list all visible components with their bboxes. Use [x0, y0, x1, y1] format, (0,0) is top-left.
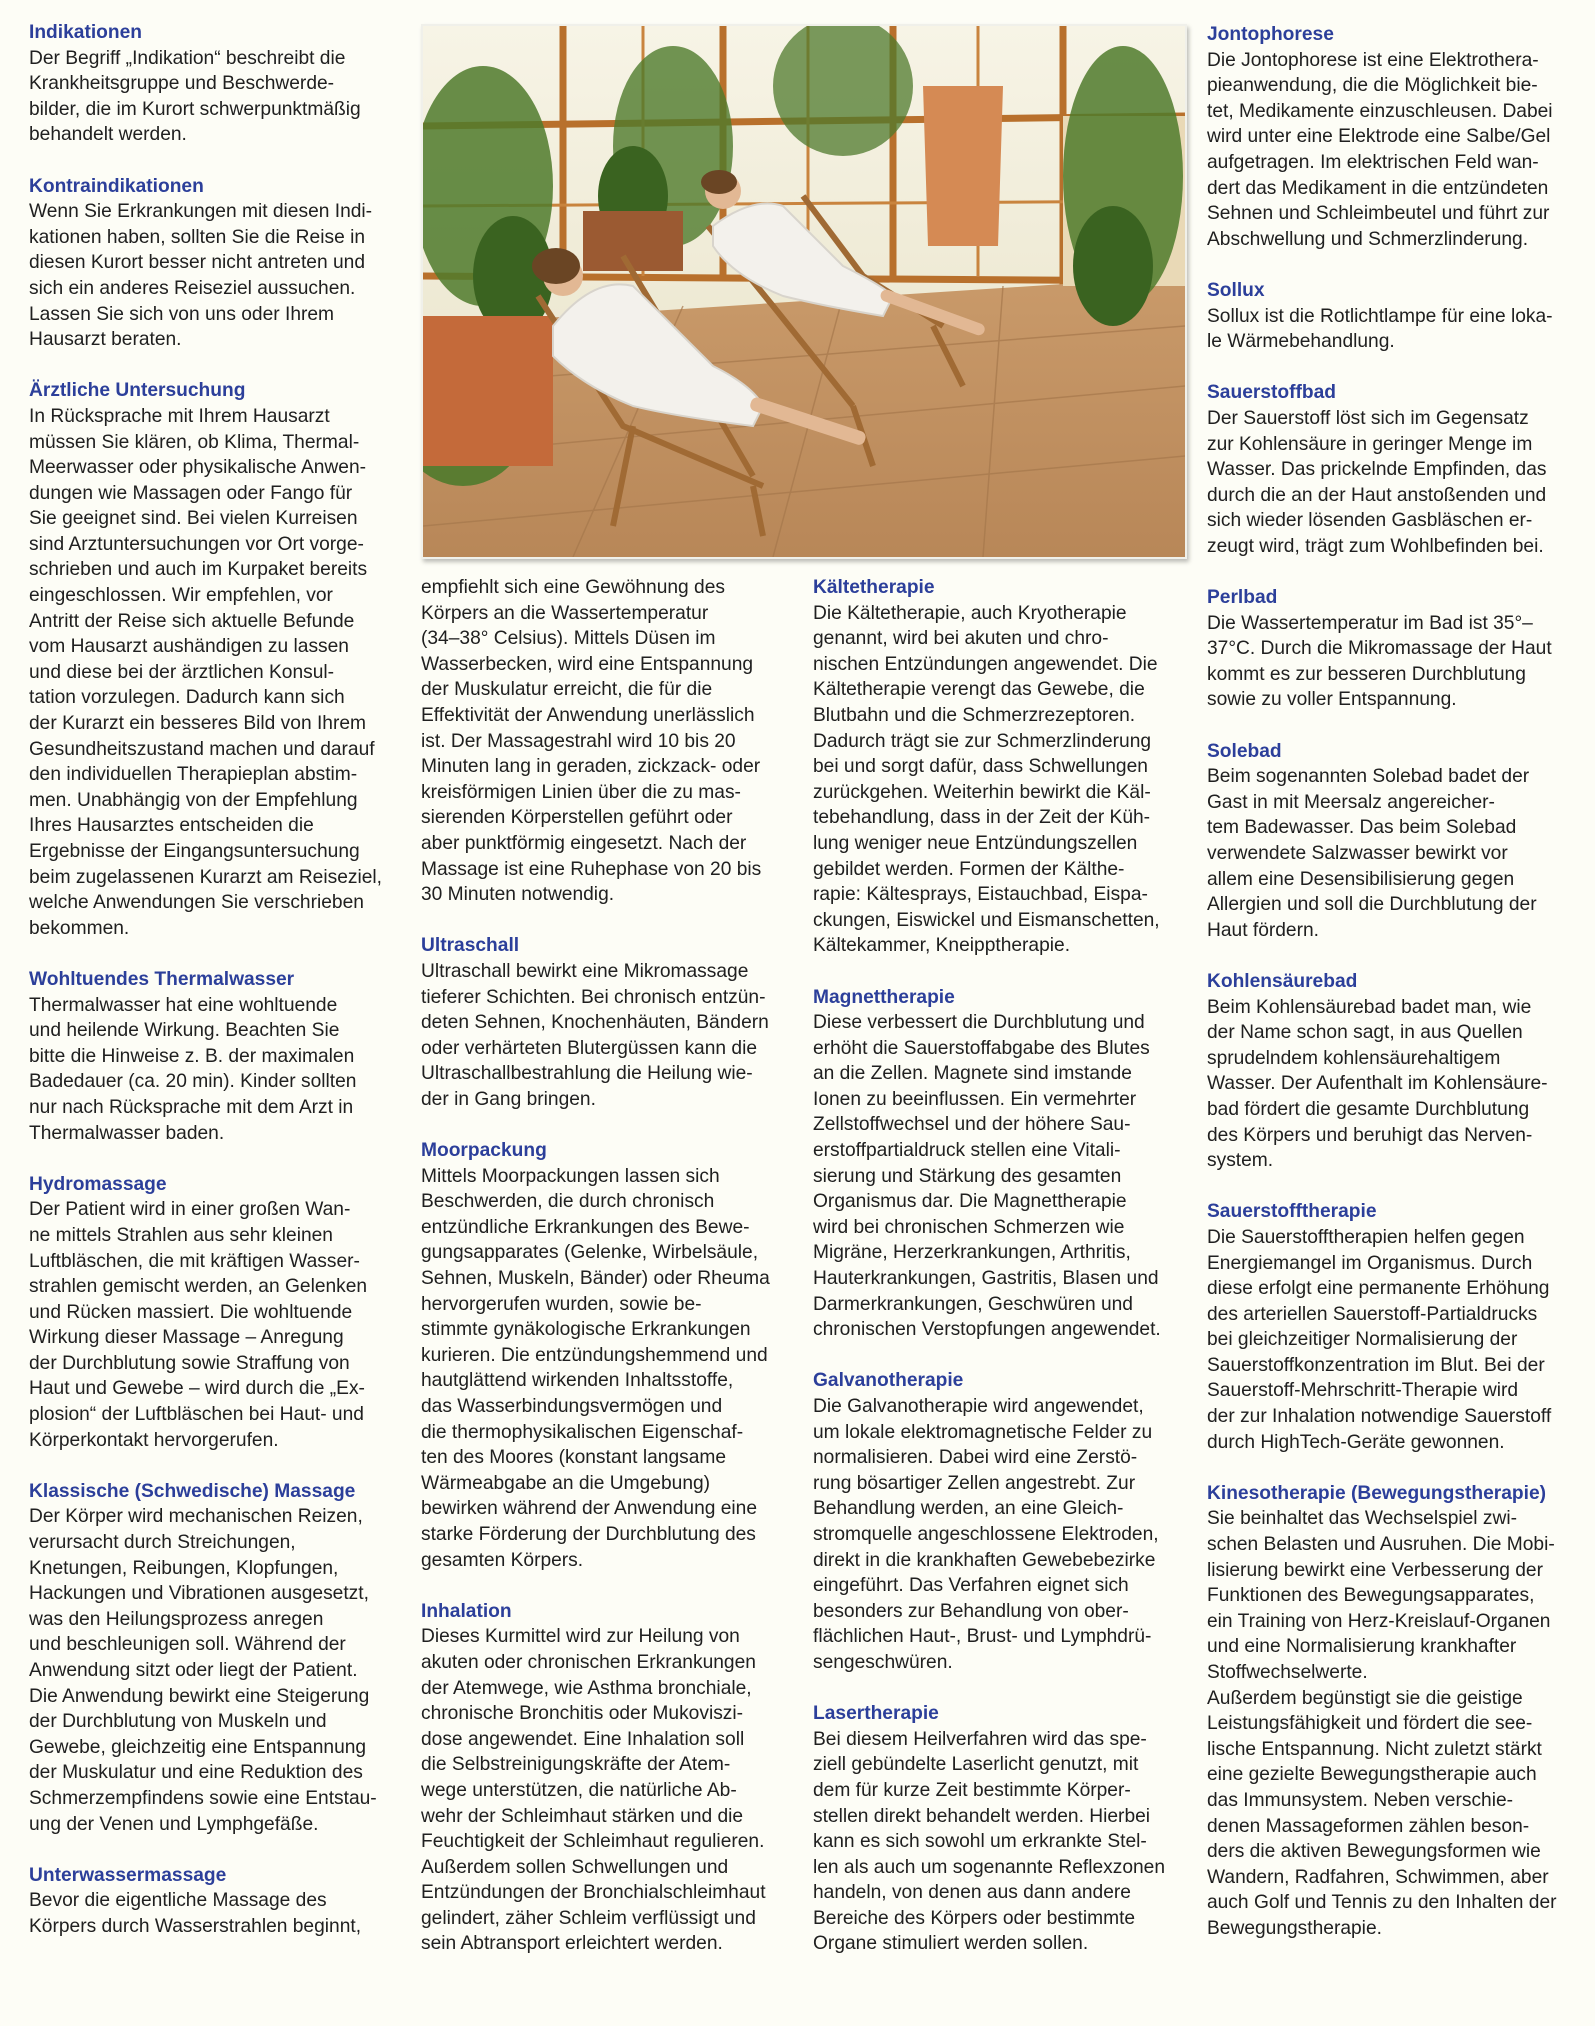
section-jontophorese	[1207, 22, 1577, 252]
section-heading: Sauerstoffbad	[1207, 382, 1337, 404]
section-body: Der Sauerstoff löst sich im Gegensatz zur Kohlensäure in geringer Menge im Wasser. Das prickelnde Empfinden, das durch die an der Haut anstoßenden und sich wieder lösenden Gasbläschen er- zeugt wird, trägt zum Wohlbefinden bei.	[1207, 407, 1547, 557]
section-lasertherapie	[813, 1701, 1183, 1957]
column-4	[1207, 22, 1577, 1967]
section-body: Bevor die eigentliche Massage des Körpers durch Wasserstrahlen beginnt,	[29, 1890, 362, 1937]
section-heading: Sollux	[1207, 279, 1265, 301]
section-heading: Unterwassermassage	[29, 1864, 227, 1886]
section-heading: Hydromassage	[29, 1173, 167, 1195]
section-body: Dieses Kurmittel wird zur Heilung von akuten oder chronischen Erkrankungen der Atemwege, wie Asthma bronchiale, chronische Bronchitis oder Mukoviszi- dose angewendet. Eine Inhalation soll die Selbstreinigungskräfte der Atem- wege unterstützen, die natürliche Ab- wehr der Schleimhaut stärken und die Feuchtigkeit der Schleimhaut regulieren. Außerdem sollen Schwellungen und Entzündungen der Bronchialschleimhaut gelindert, zäher Schleim verflüssigt und sein Abtransport erleichtert werden.	[421, 1626, 766, 1955]
section-body: Die Kältetherapie, auch Kryotherapie genannt, wird bei akuten und chro- nischen Entzündungen angewendet. Die Kältetherapie verengt das Gewebe, die Blutbahn und die Schmerzrezeptoren. Dadurch trägt sie zur Schmerzlinderung bei und sorgt dafür, dass Schwellungen zurückgehen. Weiterhin bewirkt die Käl- tebehandlung, dass in der Zeit der Küh- lung weniger neue Entzündungszellen gebildet werden. Formen der Kälthe- rapie: Kältesprays, Eistauchbad, Eispa- ckungen, Eiswickel und Eismanschetten, Kältekammer, Kneipptherapie.	[813, 602, 1160, 957]
section-heading: Kohlensäurebad	[1207, 970, 1358, 992]
section-body: In Rücksprache mit Ihrem Hausarzt müssen Sie klären, ob Klima, Thermal- Meerwasser oder physikalische Anwen- dungen wie Massagen oder Fango für Sie geeignet sind. Bei vielen Kurreisen sind Arztuntersuchungen vor Ort vorge- schrieben und auch im Kurpaket bereits eingeschlossen. Wir empfehlen, vor Antritt der Reise sich aktuelle Befunde vom Hausarzt aushändigen zu lassen und diese bei der ärztlichen Konsul- tation vorzulegen. Dadurch kann sich der Kurarzt ein besseres Bild von Ihrem Gesundheitszustand machen und darauf den individuellen Therapieplan abstim- men. Unabhängig von der Empfehlung Ihres Hausarztes entscheiden die Ergebnisse der Eingangsuntersuchung beim zugelassenen Kurarzt am Reiseziel, welche Anwendungen Sie verschrieben bekommen.	[29, 405, 383, 939]
section-heading: Inhalation	[421, 1600, 512, 1622]
section-body: Bei diesem Heilverfahren wird das spe- ziell gebündelte Laserlicht genutzt, mit dem für kurze Zeit bestimmte Körper- stellen direkt behandelt werden. Hierbei kann es sich sowohl um erkrankte Stel- len als auch um sogenannte Reflexzonen handeln, von denen aus dann andere Bereiche des Körpers oder bestimmte Organe stimuliert werden sollen.	[813, 1728, 1166, 1955]
section-body: Die Sauerstofftherapien helfen gegen Energiemangel im Organismus. Durch diese erfolgt eine permanente Erhöhung des arteriellen Sauerstoff-Partialdrucks bei gleichzeitiger Normalisierung der Sauerstoffkonzentration im Blut. Bei der Sauerstoff-Mehrschritt-Therapie wird der zur Inhalation notwendige Sauerstoff durch HighTech-Geräte gewonnen.	[1207, 1226, 1552, 1453]
section-heading: Perlbad	[1207, 587, 1278, 609]
section-heading: Magnettherapie	[813, 986, 955, 1008]
section-solebad	[1207, 739, 1577, 944]
section-heading: Moorpackung	[421, 1140, 547, 1162]
section-sauerstoffbad	[1207, 380, 1577, 559]
section-hydromassage	[29, 1172, 389, 1454]
section-body: Diese verbessert die Durchblutung und erhöht die Sauerstoffabgabe des Blutes an die Zellen. Magnete sind imstande Ionen zu beeinflussen. Ein vermehrter Zellstoffwechsel und der höhere Sau- erstoffpartialdruck stellen eine Vitali- sierung und Stärkung des gesamten Organismus dar. Die Magnettherapie wird bei chronischen Schmerzen wie Migräne, Herzerkrankungen, Arthritis, Hauterkrankungen, Gastritis, Blasen und Darmerkrankungen, Geschwüren und chronischen Verstopfungen angewendet.	[813, 1012, 1161, 1341]
section-klassische-massage	[29, 1479, 389, 1837]
section-heading: Sauerstofftherapie	[1207, 1201, 1377, 1223]
section-heading: Jontophorese	[1207, 24, 1334, 45]
section-body: Der Begriff „Indikation“ beschreibt die Krankheitsgruppe und Beschwerde- bilder, die im Kurort schwerpunktmäßig behandelt werden.	[29, 47, 361, 146]
section-heading: Klassische (Schwedische) Massage	[29, 1480, 356, 1502]
section-body: Ultraschall bewirkt eine Mikromassage tieferer Schichten. Bei chronisch entzün- deten Sehnen, Knochenhäuten, Bändern oder verhärteten Blutergüssen kann die Ultraschallbestrahlung die Heilung wie- der in Gang bringen.	[421, 960, 769, 1110]
section-galvanotherapie	[813, 1368, 1183, 1675]
section-heading: Galvanotherapie	[813, 1370, 964, 1392]
section-heading: Kontraindikationen	[29, 175, 204, 197]
section-body: Die Jontophorese ist eine Elektrothera- pieanwendung, die die Möglichkeit bie- tet, Medikamente einzuschleusen. Dabei wird unter eine Elektrode eine Salbe/Gel aufgetragen. Im elektrischen Feld wan- dert das Medikament in die entzündeten Sehnen und Schleimbeutel und führt zur Abschwellung und Schmerzlinderung.	[1207, 49, 1553, 250]
section-body: Mittels Moorpackungen lassen sich Beschwerden, die durch chronisch entzündliche Erkrankungen des Bewe- gungsapparates (Gelenke, Wirbelsäule, Sehnen, Muskeln, Bänder) oder Rheuma hervorgerufen wurden, sowie be- stimmte gynäkologische Erkrankungen kurieren. Die entzündungshemmend und hautglättend wirkenden Inhaltsstoffe, das Wasserbindungsvermögen und die thermophysikalischen Eigenschaf- ten des Moores (konstant langsame Wärmeabgabe an die Umgebung) bewirken während der Anwendung eine starke Förderung der Durchblutung des gesamten Körpers.	[421, 1165, 770, 1571]
spa-relaxation-illustration	[423, 26, 1185, 557]
section-unterwassermassage	[29, 1863, 389, 1940]
spa-photo	[421, 24, 1187, 559]
section-heading: Kältetherapie	[813, 577, 935, 598]
section-kohlensaeurebad	[1207, 969, 1577, 1174]
section-heading: Kinesotherapie (Bewegungstherapie)	[1207, 1482, 1547, 1504]
section-body: Beim sogenannten Solebad badet der Gast in mit Meersalz angereicher- tem Badewasser. Das beim Solebad verwendete Salzwasser bewirkt vor allem eine Desensibilisierung gegen Allergien und soll die Durchblutung der Haut fördern.	[1207, 766, 1537, 941]
section-heading: Ultraschall	[421, 935, 520, 957]
section-magnettherapie	[813, 985, 1183, 1343]
section-heading: Indikationen	[29, 22, 142, 43]
column-1	[29, 20, 389, 1965]
section-heading: Solebad	[1207, 740, 1282, 762]
section-heading: Lasertherapie	[813, 1703, 939, 1725]
column-3	[813, 575, 1183, 1983]
section-body: Die Wassertemperatur im Bad ist 35°– 37°C. Durch die Mikromassage der Haut kommt es zur besseren Durchblutung sowie zu voller Entspannung.	[1207, 612, 1552, 711]
section-kontraindikationen	[29, 174, 389, 353]
section-moorpackung	[421, 1138, 781, 1573]
section-perlbad	[1207, 585, 1577, 713]
section-kaeltetherapie	[813, 575, 1183, 959]
section-body: Beim Kohlensäurebad badet man, wie der Name schon sagt, in aus Quellen sprudelndem kohlensäurehaltigem Wasser. Der Aufenthalt im Kohlensäure- bad fördert die gesamte Durchblutung des Körpers und beruhigt das Nerven- system.	[1207, 996, 1548, 1172]
section-body: Wenn Sie Erkrankungen mit diesen Indi- kationen haben, sollten Sie die Reise in diesen Kurort besser nicht antreten und sich ein anderes Reiseziel aussuchen. Lassen Sie sich von uns oder Ihrem Hausarzt beraten.	[29, 201, 373, 351]
section-body: Sollux ist die Rotlichtlampe für eine loka- le Wärmebehandlung.	[1207, 305, 1553, 353]
section-heading: Ärztliche Untersuchung	[29, 380, 246, 402]
section-body: empfiehlt sich eine Gewöhnung des Körpers an die Wassertemperatur (34–38° Celsius). Mittels Düsen im Wasserbecken, wird eine Entspannung der Muskulatur erreicht, die für die Effektivität der Anwendung unerlässlich ist. Der Massagestrahl wird 10 bis 20 Minuten lang in geraden, zickzack- oder kreisförmigen Linien über die zu mas- sierenden Körperstellen geführt oder aber punktförmig eingesetzt. Nach der Massage ist eine Ruhephase von 20 bis 30 Minuten notwendig.	[421, 577, 762, 906]
section-aerztliche-untersuchung	[29, 378, 389, 941]
section-thermalwasser	[29, 967, 389, 1146]
section-indikationen	[29, 20, 389, 148]
section-unterwassermassage-continued	[421, 575, 781, 908]
section-kinesotherapie	[1207, 1481, 1577, 1942]
section-body: Der Körper wird mechanischen Reizen, verursacht durch Streichungen, Knetungen, Reibungen, Klopfungen, Hackungen und Vibrationen ausgesetzt, was den Heilungsprozess anregen und beschleunigen soll. Während der Anwendung sitzt oder liegt der Patient. Die Anwendung bewirkt eine Steigerung der Durchblutung von Muskeln und Gewebe, gleichzeitig eine Entspannung der Muskulatur und eine Reduktion des Schmerzempfindens sowie eine Entstau- ung der Venen und Lymphgefäße.	[29, 1506, 377, 1835]
section-body: Thermalwasser hat eine wohltuende und heilende Wirkung. Beachten Sie bitte die Hinweise z. B. der maximalen Badedauer (ca. 20 min). Kinder sollten nur nach Rücksprache mit dem Arzt in Thermalwasser baden.	[29, 994, 357, 1144]
section-body: Sie beinhaltet das Wechselspiel zwi- schen Belasten und Ausruhen. Die Mobi- lisierung bewirkt eine Verbesserung der Funktionen des Bewegungsapparates, ein Training von Herz-Kreislauf-Organen und eine Normalisierung krankhafter Stoffwechselwerte. Außerdem begünstigt sie die geistige Leistungsfähigkeit und fördert die see- lische Entspannung. Nicht zuletzt stärkt eine gezielte Bewegungstherapie auch das Immunsystem. Neben verschie- denen Massageformen zählen beson- ders die aktiven Bewegungsformen wie Wandern, Radfahren, Schwimmen, aber auch Golf und Tennis zu den Inhalten der Bewegungstherapie.	[1207, 1508, 1557, 1939]
section-body: Der Patient wird in einer großen Wan- ne mittels Strahlen aus sehr kleinen Luftbläschen, die mit kräftigen Wasser- strahlen gemischt werden, an Gelenken und Rücken massiert. Die wohltuende Wirkung dieser Massage – Anregung der Durchblutung sowie Straffung von Haut und Gewebe – wird durch die „Ex- plosion“ der Luftbläschen bei Haut- und Körperkontakt hervorgerufen.	[29, 1199, 368, 1451]
column-2	[421, 575, 781, 1983]
section-sollux	[1207, 278, 1577, 355]
section-body: Die Galvanotherapie wird angewendet, um lokale elektromagnetische Felder zu normalisieren. Dabei wird eine Zerstö- rung bösartiger Zellen angestrebt. Zur Behandlung werden, an eine Gleich- stromquelle angeschlossene Elektroden, direkt in die krankhaften Gewebebezirke eingeführt. Das Verfahren eignet sich besonders zur Behandlung von ober- flächlichen Haut-, Brust- und Lymphdrü- sengeschwüren.	[813, 1396, 1159, 1673]
section-ultraschall	[421, 933, 781, 1112]
section-heading: Wohltuendes Thermalwasser	[29, 968, 295, 990]
section-inhalation	[421, 1599, 781, 1957]
section-sauerstofftherapie	[1207, 1199, 1577, 1455]
